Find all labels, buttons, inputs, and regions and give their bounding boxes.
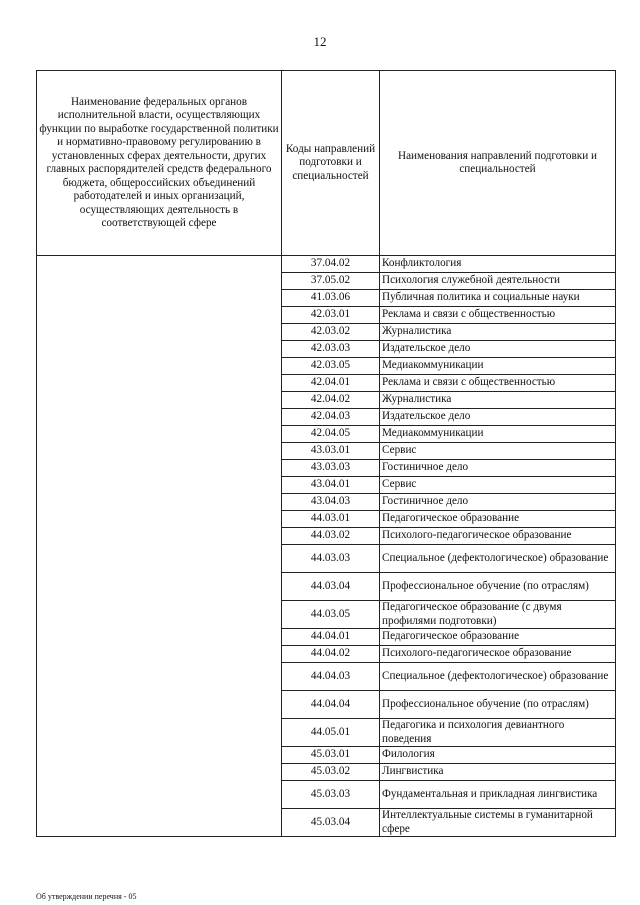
- code-cell: 43.03.03: [282, 460, 380, 477]
- name-cell: Медиакоммуникации: [380, 358, 616, 375]
- name-cell: Сервис: [380, 443, 616, 460]
- code-cell: 42.04.05: [282, 426, 380, 443]
- name-cell: Медиакоммуникации: [380, 426, 616, 443]
- code-cell: 44.04.02: [282, 646, 380, 663]
- name-cell: Педагогическое образование: [380, 629, 616, 646]
- name-cell: Конфликтология: [380, 256, 616, 273]
- name-cell: Профессиональное обучение (по отраслям): [380, 573, 616, 601]
- code-cell: 44.04.04: [282, 691, 380, 719]
- header-organ: Наименование федеральных органов исполнительной власти, осуществляющих функции по выработке государственной политики и нормативно-правовому регулированию в установленных сферах деятельности, других главных распорядителей средств федерального бюджета, общероссийских объединений работодателей и иных организаций, осуществляющих деятельность в соответствующей сфере: [37, 71, 282, 256]
- table-row: [37, 256, 616, 273]
- name-cell: Профессиональное обучение (по отраслям): [380, 691, 616, 719]
- header-code: Коды направлений подготовки и специальностей: [282, 71, 380, 256]
- code-cell: 37.04.02: [282, 256, 380, 273]
- table-body: [37, 256, 616, 837]
- code-cell: 44.03.02: [282, 528, 380, 545]
- name-cell: Специальное (дефектологическое) образование: [380, 545, 616, 573]
- code-cell: 43.04.01: [282, 477, 380, 494]
- code-cell: 41.03.06: [282, 290, 380, 307]
- table-header-row: [37, 71, 616, 256]
- code-cell: 44.03.01: [282, 511, 380, 528]
- name-cell: Лингвистика: [380, 764, 616, 781]
- name-cell: Реклама и связи с общественностью: [380, 375, 616, 392]
- footer-note: Об утверждении перечня - 05: [36, 892, 137, 901]
- name-cell: Интеллектуальные системы в гуманитарной сфере: [380, 809, 616, 837]
- name-cell: Издательское дело: [380, 409, 616, 426]
- organ-cell: [37, 256, 282, 837]
- code-cell: 42.03.05: [282, 358, 380, 375]
- code-cell: 44.04.03: [282, 663, 380, 691]
- name-cell: Публичная политика и социальные науки: [380, 290, 616, 307]
- code-cell: 44.03.04: [282, 573, 380, 601]
- code-cell: 42.04.02: [282, 392, 380, 409]
- code-cell: 42.04.01: [282, 375, 380, 392]
- code-cell: 43.03.01: [282, 443, 380, 460]
- name-cell: Филология: [380, 747, 616, 764]
- code-cell: 44.03.03: [282, 545, 380, 573]
- name-cell: Журналистика: [380, 324, 616, 341]
- name-cell: Журналистика: [380, 392, 616, 409]
- code-cell: 42.03.03: [282, 341, 380, 358]
- name-cell: Издательское дело: [380, 341, 616, 358]
- code-cell: 45.03.02: [282, 764, 380, 781]
- code-cell: 42.03.01: [282, 307, 380, 324]
- name-cell: Фундаментальная и прикладная лингвистика: [380, 781, 616, 809]
- name-cell: Педагогическое образование (с двумя профилями подготовки): [380, 601, 616, 629]
- name-cell: Психолого-педагогическое образование: [380, 528, 616, 545]
- name-cell: Психология служебной деятельности: [380, 273, 616, 290]
- name-cell: Педагогика и психология девиантного поведения: [380, 719, 616, 747]
- code-cell: 43.04.03: [282, 494, 380, 511]
- code-cell: 44.04.01: [282, 629, 380, 646]
- code-cell: 45.03.03: [282, 781, 380, 809]
- code-cell: 44.03.05: [282, 601, 380, 629]
- code-cell: 42.04.03: [282, 409, 380, 426]
- code-cell: 44.05.01: [282, 719, 380, 747]
- page-number: 12: [313, 34, 327, 49]
- code-cell: 45.03.04: [282, 809, 380, 837]
- code-cell: 42.03.02: [282, 324, 380, 341]
- name-cell: Психолого-педагогическое образование: [380, 646, 616, 663]
- name-cell: Специальное (дефектологическое) образование: [380, 663, 616, 691]
- name-cell: Гостиничное дело: [380, 494, 616, 511]
- name-cell: Реклама и связи с общественностью: [380, 307, 616, 324]
- code-cell: 45.03.01: [282, 747, 380, 764]
- specialties-table: [36, 70, 616, 837]
- name-cell: Сервис: [380, 477, 616, 494]
- code-cell: 37.05.02: [282, 273, 380, 290]
- name-cell: Гостиничное дело: [380, 460, 616, 477]
- header-name: Наименования направлений подготовки и специальностей: [380, 71, 616, 256]
- name-cell: Педагогическое образование: [380, 511, 616, 528]
